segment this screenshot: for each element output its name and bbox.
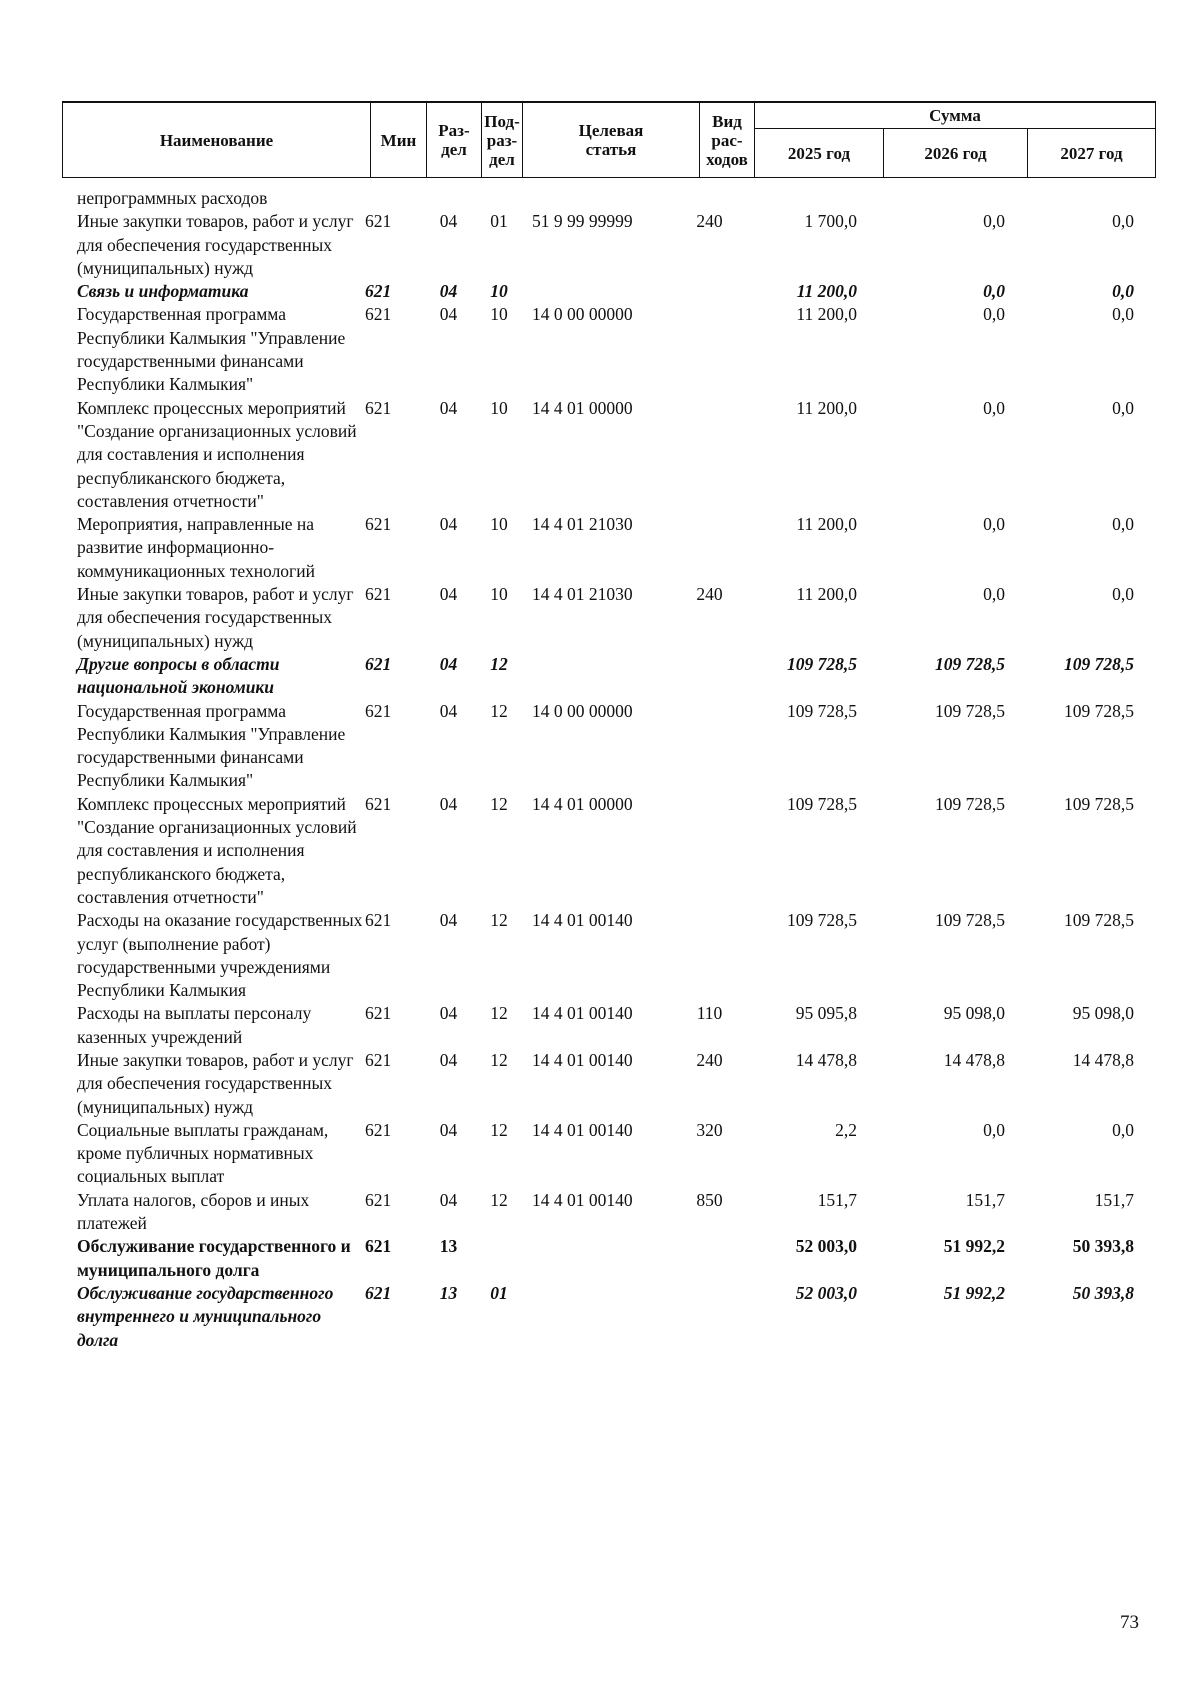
cell-2025: 11 200,0 (796, 397, 857, 418)
cell-podrazdel: 10 (490, 514, 508, 535)
header-celevaya: Целевая статья (522, 101, 700, 178)
cell-min: 621 (365, 281, 392, 302)
table-row (62, 700, 1156, 793)
cell-2027: 50 393,8 (1072, 1236, 1134, 1257)
cell-min: 621 (365, 1119, 392, 1140)
cell-min: 621 (365, 584, 392, 605)
cell-vid: 240 (696, 584, 723, 605)
table-row (62, 1119, 1156, 1189)
cell-2025: 1 700,0 (804, 211, 857, 232)
cell-razdel: 13 (439, 1282, 458, 1303)
cell-2025: 109 728,5 (787, 700, 857, 721)
cell-vid: 240 (696, 1049, 723, 1070)
cell-2025: 14 478,8 (795, 1049, 857, 1070)
header-2026: 2026 год (883, 128, 1028, 178)
table-row (62, 280, 1156, 303)
cell-name: Иные закупки товаров, работ и услуг для обеспечения государственных (муниципальных) нужд (77, 211, 354, 278)
cell-min: 621 (365, 653, 392, 674)
cell-vid (672, 653, 747, 700)
table-row (62, 1002, 1156, 1049)
cell-min: 621 (365, 304, 392, 325)
cell-podrazdel: 12 (490, 1189, 508, 1210)
cell-podrazdel: 10 (490, 584, 508, 605)
cell-razdel: 04 (439, 1003, 458, 1024)
cell-min (365, 187, 419, 210)
cell-vid (672, 700, 747, 793)
cell-podrazdel: 12 (490, 793, 508, 814)
cell-2026: 109 728,5 (935, 700, 1005, 721)
cell-vid (672, 909, 747, 1002)
cell-podrazdel (478, 1235, 520, 1282)
cell-2027: 0,0 (1112, 211, 1134, 232)
cell-podrazdel: 10 (490, 304, 508, 325)
cell-podrazdel: 01 (490, 1282, 508, 1303)
table-row (62, 513, 1156, 583)
header-summa: Сумма (754, 101, 1156, 129)
cell-name: Связь и информатика (77, 281, 249, 302)
cell-celevaya: 14 4 01 00140 (532, 1049, 633, 1070)
cell-celevaya: 14 4 01 00140 (532, 910, 633, 931)
header-razdel: Раз- дел (426, 101, 482, 178)
cell-2027: 0,0 (1112, 514, 1134, 535)
cell-2026: 51 992,2 (943, 1282, 1005, 1303)
header-2025: 2025 год (754, 128, 884, 178)
cell-vid (672, 513, 747, 583)
cell-2026: 0,0 (983, 397, 1005, 418)
cell-celevaya: 14 0 00 00000 (532, 304, 633, 325)
table-row (62, 653, 1156, 700)
cell-name: Уплата налогов, сборов и иных платежей (77, 1189, 310, 1234)
cell-name: Социальные выплаты гражданам, кроме публичных нормативных социальных выплат (77, 1119, 329, 1187)
cell-name: Обслуживание государственного внутреннего и муниципального долга (77, 1282, 334, 1350)
cell-razdel: 04 (439, 397, 458, 418)
cell-2027: 0,0 (1112, 584, 1134, 605)
cell-2026: 109 728,5 (935, 910, 1005, 931)
cell-vid (672, 397, 747, 513)
cell-vid: 850 (696, 1189, 723, 1210)
cell-2025: 52 003,0 (795, 1282, 857, 1303)
cell-min: 621 (365, 1049, 392, 1070)
cell-celevaya (520, 280, 672, 303)
cell-razdel: 04 (439, 910, 458, 931)
table-row (62, 210, 1156, 280)
cell-celevaya (520, 1282, 672, 1352)
cell-2026: 51 992,2 (943, 1236, 1005, 1257)
cell-2025: 109 728,5 (787, 793, 857, 814)
cell-vid (672, 187, 747, 210)
table-row (62, 397, 1156, 513)
cell-name: Другие вопросы в области национальной экономики (77, 653, 280, 698)
cell-celevaya: 14 4 01 21030 (532, 514, 633, 535)
cell-2026: 0,0 (983, 514, 1005, 535)
cell-razdel: 04 (439, 304, 458, 325)
cell-razdel: 04 (439, 1119, 458, 1140)
cell-razdel: 04 (439, 211, 458, 232)
cell-celevaya: 14 4 01 21030 (532, 584, 633, 605)
cell-name: Комплекс процессных мероприятий "Создание организационных условий для составления и исполнения республиканского бюджета, составления отчетности" (77, 397, 357, 511)
cell-name: Мероприятия, направленные на развитие информационно-коммуникационных технологий (77, 514, 315, 581)
table-row (62, 1049, 1156, 1119)
table-row (62, 1235, 1156, 1282)
table-row (62, 1282, 1156, 1352)
cell-vid (672, 793, 747, 909)
cell-podrazdel: 12 (490, 653, 508, 674)
cell-celevaya: 14 4 01 00140 (532, 1003, 633, 1024)
cell-podrazdel: 10 (490, 281, 508, 302)
cell-celevaya (520, 1235, 672, 1282)
cell-razdel (419, 187, 478, 210)
cell-2026: 151,7 (965, 1189, 1005, 1210)
cell-2026: 109 728,5 (935, 653, 1005, 674)
cell-podrazdel: 10 (490, 397, 508, 418)
cell-min: 621 (365, 1236, 392, 1257)
cell-podrazdel: 01 (490, 211, 508, 232)
header-name: Наименование (62, 101, 371, 178)
cell-min: 621 (365, 211, 392, 232)
cell-min: 621 (365, 910, 392, 931)
cell-2027: 151,7 (1094, 1189, 1134, 1210)
cell-2026: 0,0 (983, 1119, 1005, 1140)
cell-2025: 52 003,0 (795, 1236, 857, 1257)
cell-razdel: 13 (439, 1236, 458, 1257)
cell-2027: 109 728,5 (1064, 793, 1134, 814)
cell-vid (672, 303, 747, 396)
cell-vid: 110 (696, 1003, 723, 1024)
header-min: Мин (370, 101, 427, 178)
page-number: 73 (1120, 1612, 1139, 1633)
cell-podrazdel: 12 (490, 700, 508, 721)
cell-2027: 0,0 (1112, 1119, 1134, 1140)
cell-2026: 0,0 (983, 304, 1005, 325)
table-row (62, 187, 1156, 210)
cell-podrazdel (478, 187, 520, 210)
table-row (62, 1189, 1156, 1236)
cell-name: Государственная программа Республики Калмыкия "Управление государственными финансами Республики Калмыкия" (77, 700, 346, 791)
cell-min: 621 (365, 1003, 392, 1024)
cell-vid (672, 1235, 747, 1282)
cell-2026: 0,0 (983, 211, 1005, 232)
cell-celevaya: 14 0 00 00000 (532, 700, 633, 721)
table-row (62, 303, 1156, 396)
cell-name: Комплекс процессных мероприятий "Создание организационных условий для составления и исполнения республиканского бюджета, составления отчетности" (77, 793, 357, 907)
cell-celevaya: 14 4 01 00000 (532, 793, 633, 814)
cell-2026 (857, 187, 1005, 210)
cell-2027: 0,0 (1112, 304, 1134, 325)
cell-name: Иные закупки товаров, работ и услуг для обеспечения государственных (муниципальных) нужд (77, 1049, 354, 1117)
cell-min: 621 (365, 1282, 392, 1303)
cell-2027: 0,0 (1112, 397, 1134, 418)
cell-name: Расходы на оказание государственных услуг (выполнение работ) государственными учреждениями Республики Калмыкия (77, 910, 363, 1001)
cell-razdel: 04 (439, 653, 458, 674)
cell-2027: 50 393,8 (1072, 1282, 1134, 1303)
cell-2026: 0,0 (983, 584, 1005, 605)
cell-podrazdel: 12 (490, 1119, 508, 1140)
table-row (62, 583, 1156, 653)
cell-min: 621 (365, 793, 392, 814)
cell-2025: 11 200,0 (796, 281, 857, 302)
cell-min: 621 (365, 1189, 392, 1210)
cell-2027: 95 098,0 (1072, 1003, 1134, 1024)
cell-2025: 2,2 (835, 1119, 857, 1140)
cell-podrazdel: 12 (490, 1003, 508, 1024)
cell-2025: 109 728,5 (787, 653, 857, 674)
table-row (62, 793, 1156, 909)
cell-vid (672, 280, 747, 303)
cell-celevaya (520, 653, 672, 700)
table-row (62, 909, 1156, 1002)
cell-2026: 95 098,0 (943, 1003, 1005, 1024)
cell-min: 621 (365, 514, 392, 535)
cell-razdel: 04 (439, 584, 458, 605)
cell-2027: 109 728,5 (1064, 910, 1134, 931)
cell-2026: 14 478,8 (943, 1049, 1005, 1070)
cell-2025: 109 728,5 (787, 910, 857, 931)
cell-2027: 14 478,8 (1072, 1049, 1134, 1070)
cell-2025: 11 200,0 (796, 304, 857, 325)
cell-name: Иные закупки товаров, работ и услуг для обеспечения государственных (муниципальных) нужд (77, 584, 354, 651)
cell-2025: 151,7 (817, 1189, 857, 1210)
cell-razdel: 04 (439, 700, 458, 721)
table-body (62, 187, 1156, 1352)
cell-celevaya: 51 9 99 99999 (532, 211, 633, 232)
cell-razdel: 04 (439, 514, 458, 535)
cell-celevaya: 14 4 01 00140 (532, 1189, 633, 1210)
cell-vid (672, 1282, 747, 1352)
cell-celevaya: 14 4 01 00000 (532, 397, 633, 418)
cell-podrazdel: 12 (490, 1049, 508, 1070)
cell-2027: 0,0 (1112, 281, 1134, 302)
cell-min: 621 (365, 700, 392, 721)
header-2027: 2027 год (1027, 128, 1156, 178)
cell-vid: 320 (696, 1119, 723, 1140)
cell-celevaya (520, 187, 672, 210)
cell-2025: 95 095,8 (795, 1003, 857, 1024)
cell-vid: 240 (696, 211, 723, 232)
cell-razdel: 04 (439, 281, 458, 302)
cell-2026: 0,0 (983, 281, 1005, 302)
cell-name: непрограммных расходов (77, 188, 268, 208)
cell-razdel: 04 (439, 1189, 458, 1210)
cell-name: Государственная программа Республики Калмыкия "Управление государственными финансами Республики Калмыкия" (77, 304, 346, 395)
cell-2027: 109 728,5 (1064, 653, 1134, 674)
cell-2026: 109 728,5 (935, 793, 1005, 814)
cell-2025: 11 200,0 (796, 584, 857, 605)
cell-2027 (1005, 187, 1134, 210)
cell-2025 (747, 187, 857, 210)
cell-razdel: 04 (439, 793, 458, 814)
cell-2027: 109 728,5 (1064, 700, 1134, 721)
cell-name: Обслуживание государственного и муниципального долга (77, 1236, 351, 1280)
header-vid: Вид рас- ходов (699, 101, 755, 178)
cell-razdel: 04 (439, 1049, 458, 1070)
cell-podrazdel: 12 (490, 910, 508, 931)
header-podrazdel: Под- раз- дел (481, 101, 523, 178)
cell-min: 621 (365, 397, 392, 418)
cell-celevaya: 14 4 01 00140 (532, 1119, 633, 1140)
cell-2025: 11 200,0 (796, 514, 857, 535)
cell-name: Расходы на выплаты персоналу казенных учреждений (77, 1003, 312, 1047)
